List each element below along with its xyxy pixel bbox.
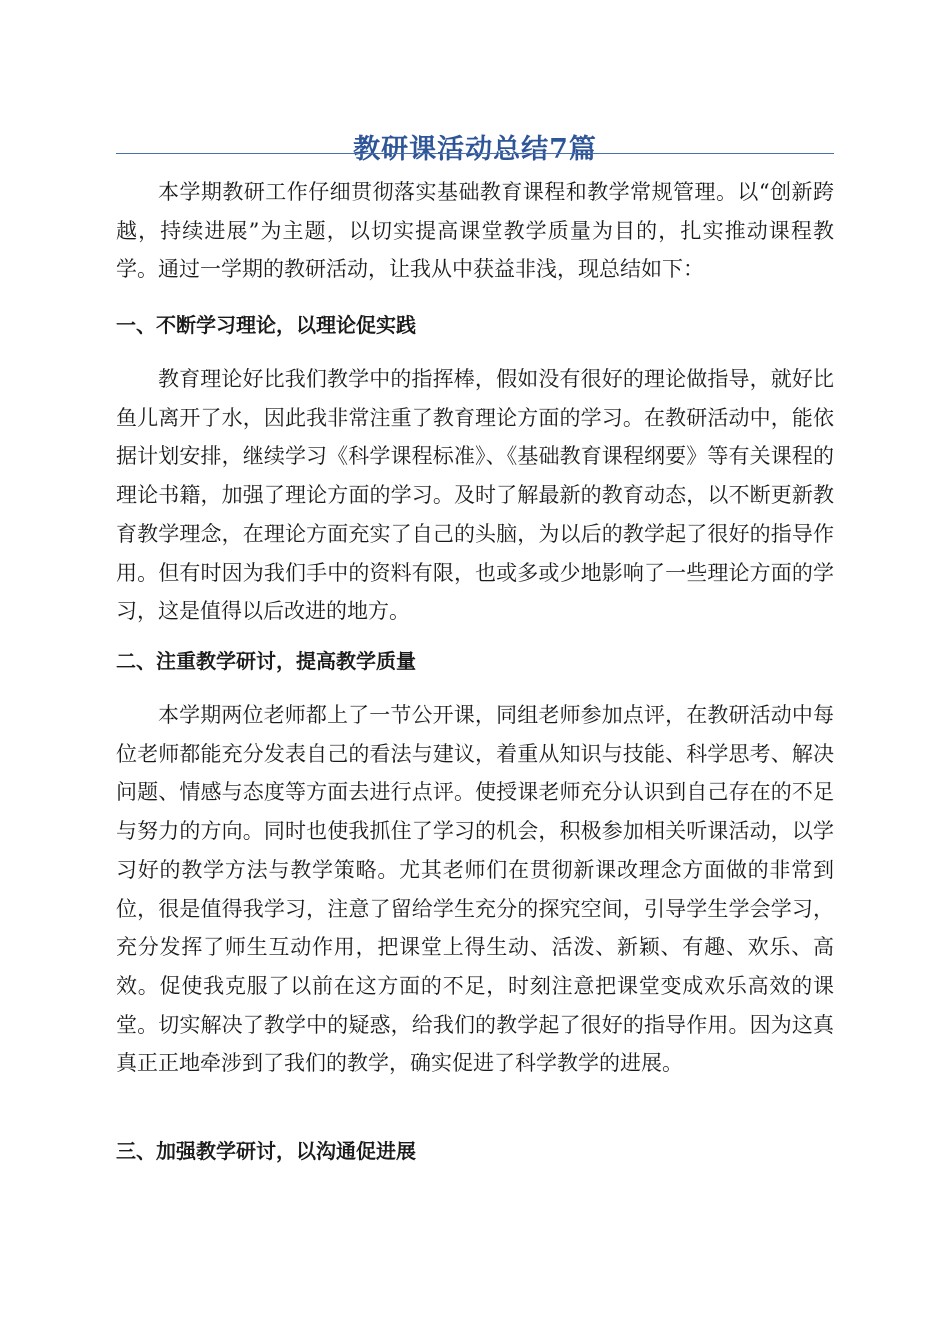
intro-paragraph: 本学期教研工作仔细贯彻落实基础教育课程和教学常规管理。以“创新跨越，持续进展”为主题，以切实提高课堂教学质量为目的，扎实推动课程教学。通过一学期的教研活动，让我从中获益非浅，现总结如下： bbox=[116, 180, 834, 282]
section-3-heading: 三、加强教学研讨，以沟通促进展 bbox=[116, 1139, 416, 1163]
section-2-heading: 二、注重教学研讨，提高教学质量 bbox=[116, 649, 416, 673]
section-1-paragraph: 教育理论好比我们教学中的指挥棒，假如没有很好的理论做指导，就好比鱼儿离开了水，因此我非常注重了教育理论方面的学习。在教研活动中，能依据计划安排，继续学习《科学课程标准》、《基础教育课程纲要》等有关课程的理论书籍，加强了理论方面的学习。及时了解最新的教育动态，以不断更新教育教学理念，在理论方面充实了自己的头脑，为以后的教学起了很好的指导作用。但有时因为我们手中的资料有限，也或多或少地影响了一些理论方面的学习，这是值得以后改进的地方。 bbox=[116, 367, 834, 624]
section-1-heading: 一、不断学习理论，以理论促实践 bbox=[116, 313, 416, 337]
title-underline bbox=[116, 153, 834, 154]
document-title: 教研课活动总结7篇 bbox=[353, 134, 597, 166]
section-2-paragraph: 本学期两位老师都上了一节公开课，同组老师参加点评，在教研活动中每位老师都能充分发表自己的看法与建议，着重从知识与技能、科学思考、解决问题、情感与态度等方面去进行点评。使授课老师充分认识到自己存在的不足与努力的方向。同时也使我抓住了学习的机会，积极参加相关听课活动，以学习好的教学方法与教学策略。尤其老师们在贯彻新课改理念方面做的非常到位，很是值得我学习，注意了留给学生充分的探究空间，引导学生学会学习，充分发挥了师生互动作用，把课堂上得生动、活泼、新颖、有趣、欢乐、高效。促使我克服了以前在这方面的不足，时刻注意把课堂变成欢乐高效的课堂。切实解决了教学中的疑惑，给我们的教学起了很好的指导作用。因为这真真正正地牵涉到了我们的教学，确实促进了科学教学的进展。 bbox=[116, 703, 834, 1076]
